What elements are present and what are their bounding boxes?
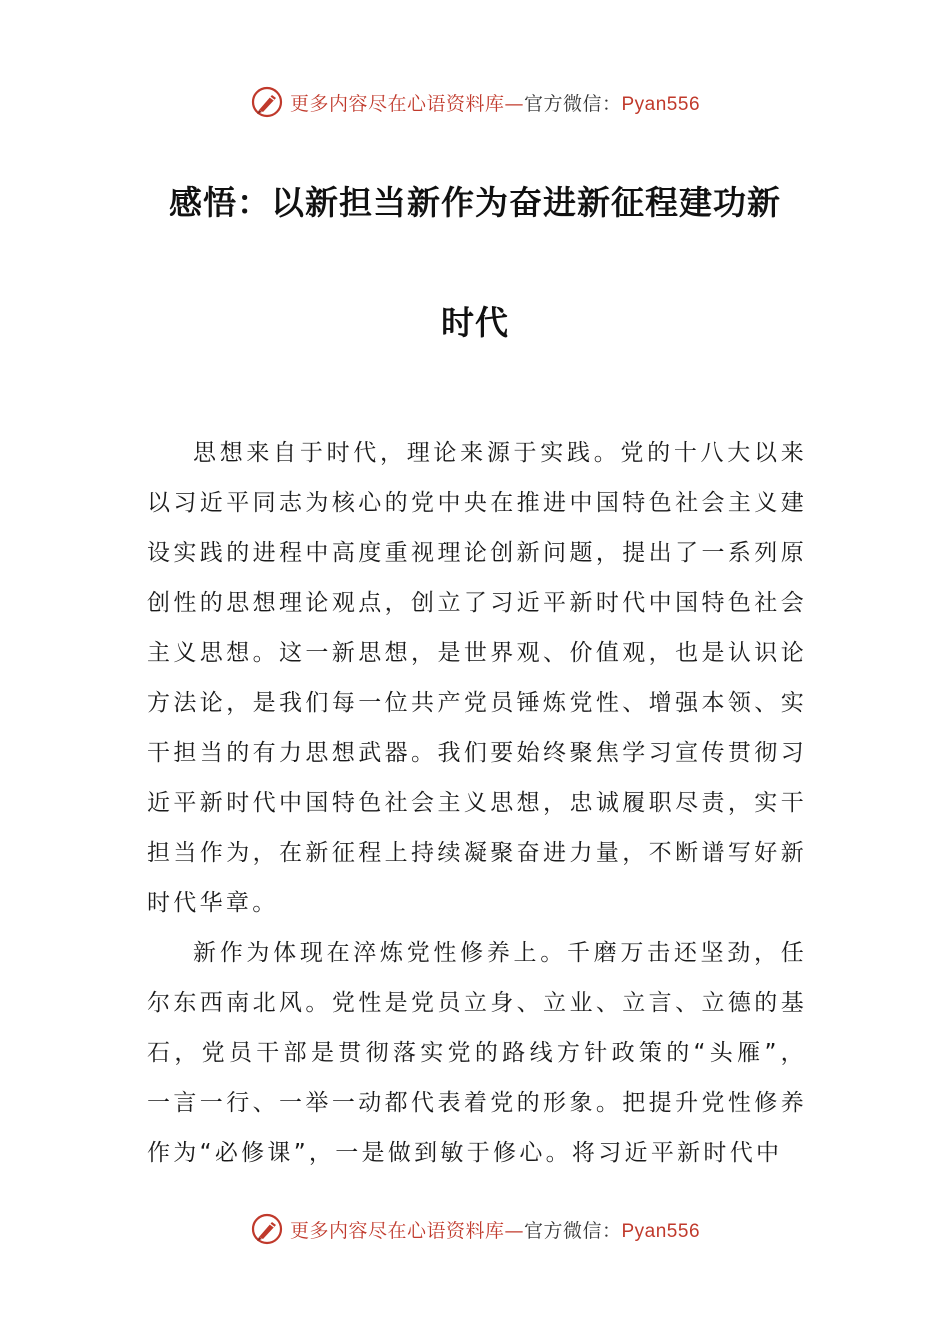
banner-wechat-id: Pyan556 [621,93,701,115]
header-banner [0,82,950,122]
paragraph: 新作为体现在淬炼党性修养上。千磨万击还坚劲，任尔东西南北风。党性是党员立身、立业、立言、立德的基石，党员干部是贯彻落实党的路线方针政策的“头雁”，一言一行、一举一动都代表着党的形象。把提升党性修养作为“必修课”，一是做到敏于修心。将习近平新时代中 [147,940,807,1166]
banner-main-text: 更多内容尽在心语资料库 [289,1219,505,1242]
banner-main-text: 更多内容尽在心语资料库 [289,92,505,115]
footer-banner [0,1209,950,1249]
banner-wechat-label: 官方微信： [523,92,622,115]
pen-nib-circle-icon [250,85,284,119]
pen-nib-circle-icon [250,1212,284,1246]
banner-wechat-id: Pyan556 [621,1220,701,1242]
banner-dash: — [504,92,524,115]
document-title-line-2: 时代 [441,303,509,342]
banner-dash: — [504,1219,524,1242]
banner-text [290,89,700,116]
document-title-line-1: 感悟：以新担当新作为奋进新征程建功新 [169,183,781,222]
paragraph: 思想来自于时代，理论来源于实践。党的十八大以来以习近平同志为核心的党中央在推进中国特色社会主义建设实践的进程中高度重视理论创新问题，提出了一系列原创性的思想理论观点，创立了习近平新时代中国特色社会主义思想。这一新思想，是世界观、价值观，也是认识论方法论，是我们每一位共产党员锤炼党性、增强本领、实干担当的有力思想武器。我们要始终聚焦学习宣传贯彻习近平新时代中国特色社会主义思想，忠诚履职尽责，实干担当作为，在新征程上持续凝聚奋进力量，不断谱写好新时代华章。 [147,440,807,916]
document-body [147,428,807,1178]
banner-wechat-label: 官方微信： [523,1219,622,1242]
banner-text [290,1216,700,1243]
